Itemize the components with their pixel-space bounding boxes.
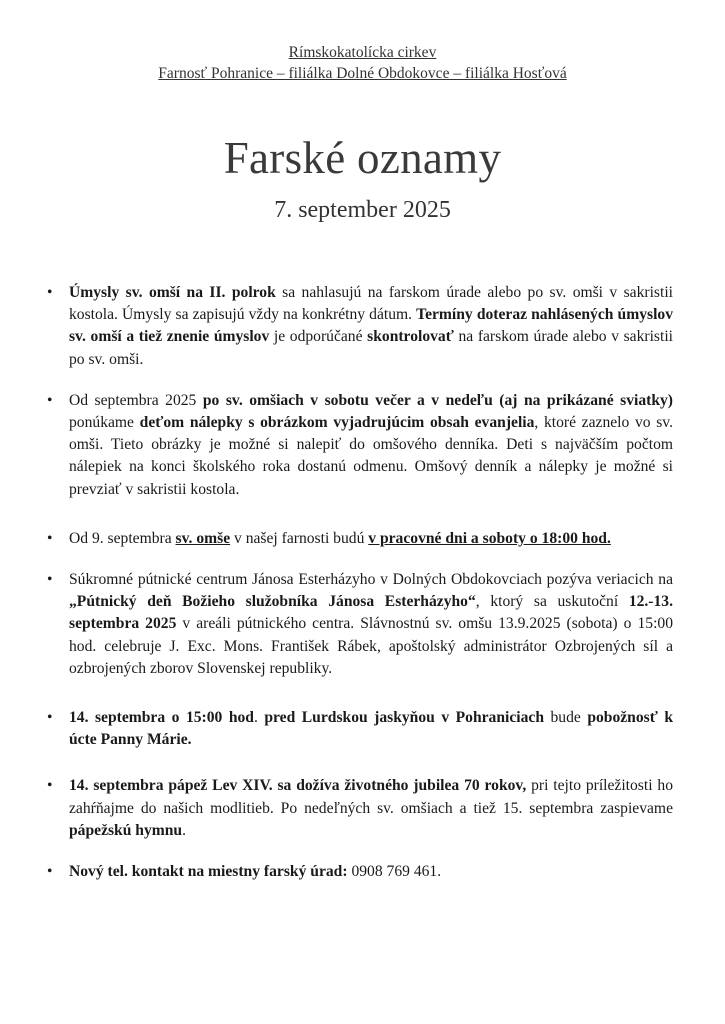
bullet-icon: • [47, 529, 53, 547]
bullet-icon: • [47, 709, 53, 727]
announcement-item-mass-intentions: • Úmysly sv. omší na II. polrok sa nahlasujú na farskom úrade alebo po sv. omši v sakristii kostola. Úmysly sa zapisujú vždy na konkrétny dátum. Termíny doteraz nahlásených úmyslov sv. omší a tiež znenie úmyslov je odporúčané skontrolovať na farskom úrade alebo v sakristii po sv. omši. [47, 284, 673, 368]
announcement-list [47, 282, 673, 902]
announcement-item-stickers: • Od septembra 2025 po sv. omšiach v sobotu večer a v nedeľu (aj na prikázané sviatky) ponúkame deťom nálepky s obrázkom vyjadrujúcim obsah evanjelia, ktoré zaznelo vo sv. omši. Tieto obrázky je možné si nalepiť do omšového denníka. Deti s najväčším počtom nálepiek na konci školského roka dostanú odmenu. Omšový denník a nálepky je možné si prevziať v sakristii kostola. [47, 391, 673, 498]
page-title: Farské oznamy [223, 133, 502, 183]
parish-name: Farnosť Pohranice – filiálka Dolné Obdokovce – filiálka Hosťová [158, 65, 567, 82]
bullet-icon: • [47, 777, 53, 795]
bullet-icon: • [47, 391, 53, 409]
parish-header [0, 42, 725, 84]
announcement-item-mass-times: • Od 9. septembra sv. omše v našej farnosti budú v pracovné dni a soboty o 18:00 hod. [47, 528, 673, 550]
church-name: Rímskokatolícka cirkev [288, 44, 437, 61]
announcement-item-marian-devotion: • 14. septembra o 15:00 hod. pred Lurdskou jaskyňou v Pohraniciach bude pobožnosť k úcte Panny Márie. [47, 709, 674, 749]
bullet-icon: • [47, 571, 53, 589]
bullet-icon: • [47, 863, 53, 881]
announcement-item-pilgrimage: • Súkromné pútnické centrum Jánosa Esterházyho v Dolných Obdokovciach pozýva veriacich na „Pútnický deň Božieho služobníka Jánosa Esterházyho“, ktorý sa uskutoční 12.-13. septembra 2025 v areáli pútnického centra. Slávnostnú sv. omšu 13.9.2025 (sobota) o 15:00 hod. celebruje J. Exc. Mons. František Rábek, apoštolský administrátor Ozbrojených síl a ozbrojených zborov Slovenskej republiky. [47, 571, 673, 677]
announcement-item-phone-contact: • Nový tel. kontakt na miestny farský úrad: 0908 769 461. [47, 861, 673, 883]
bullet-icon: • [47, 284, 53, 301]
announcement-item-pope-jubilee: • 14. septembra pápež Lev XIV. sa dožíva životného jubilea 70 rokov, pri tejto príležitosti ho zahŕňajme do našich modlitieb. Po nedeľných sv. omšiach a tiež 15. septembra zaspievame pápežskú hymnu. [47, 777, 673, 839]
announcement-date: 7. september 2025 [274, 197, 451, 223]
